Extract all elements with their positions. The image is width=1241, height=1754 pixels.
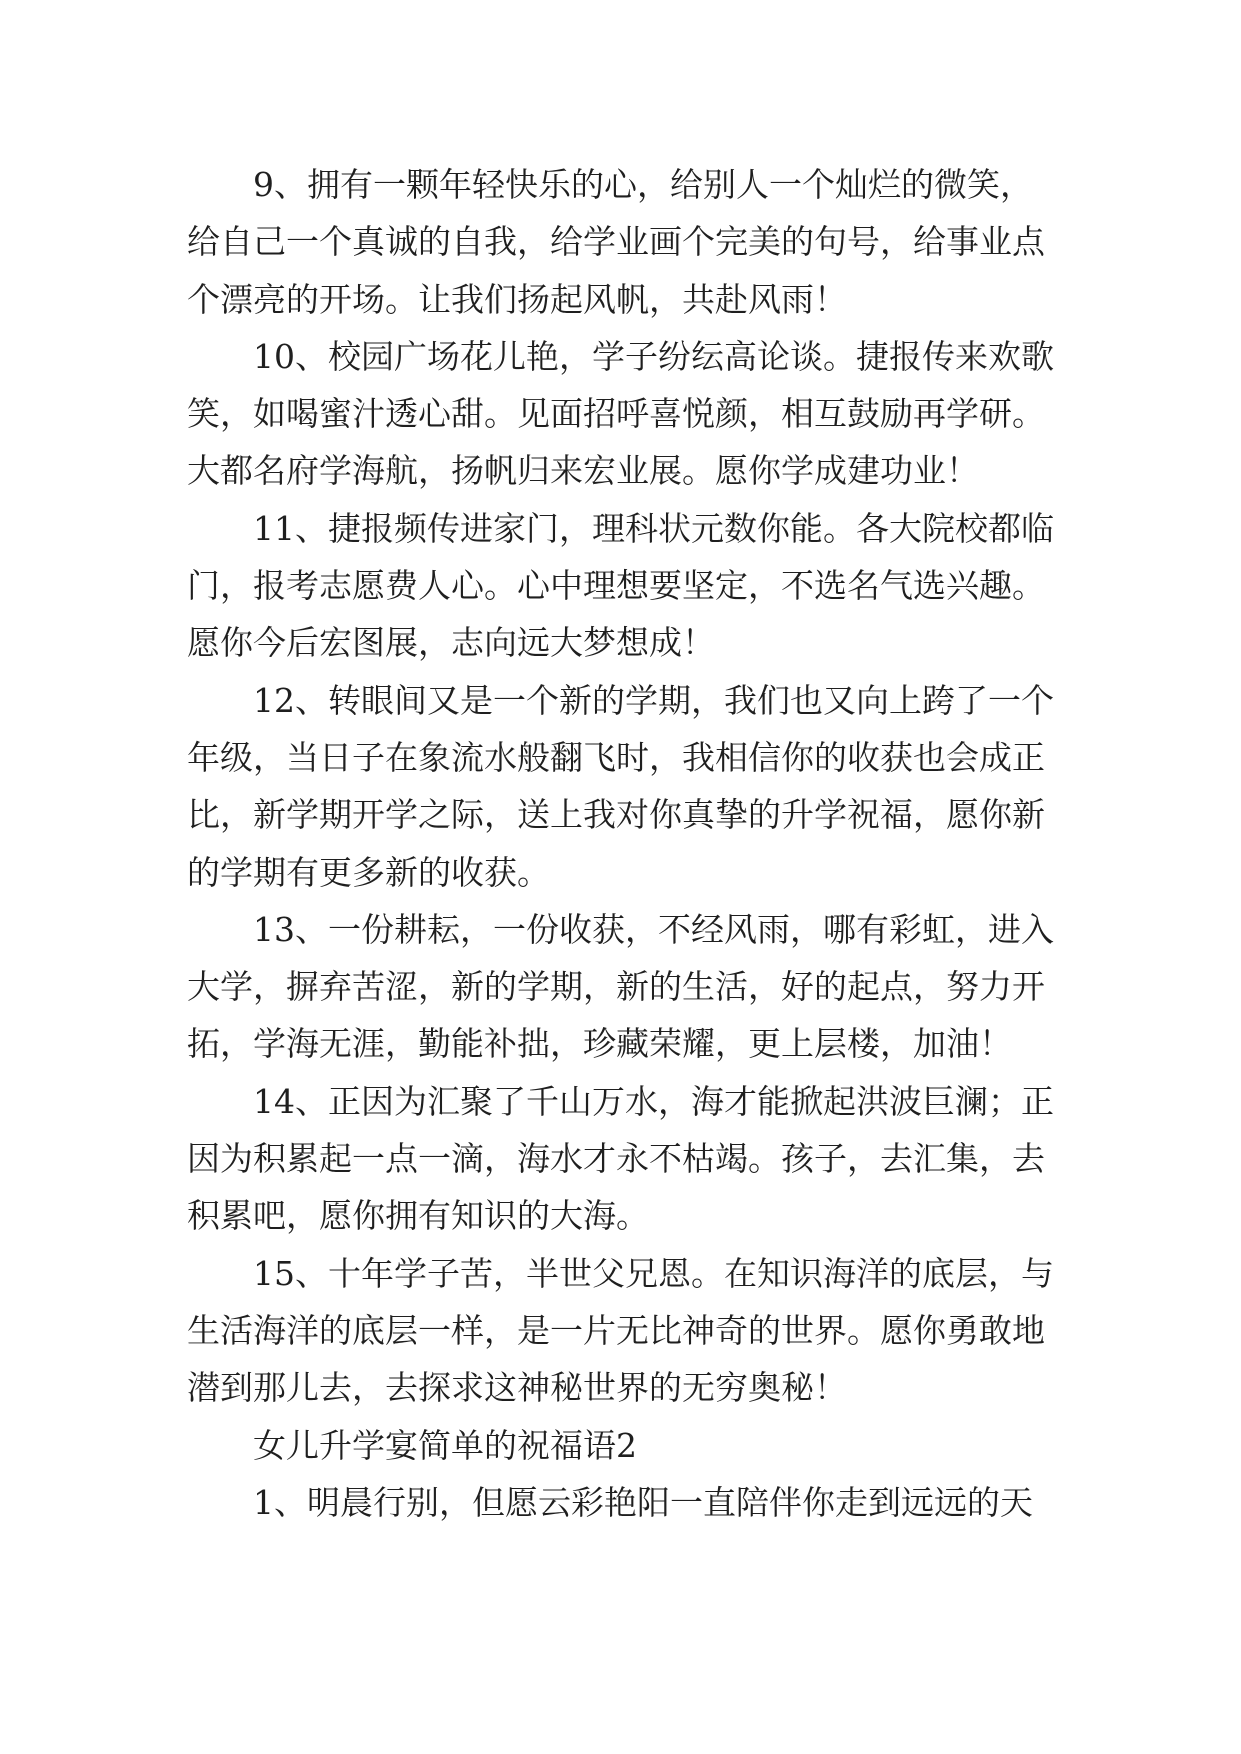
paragraph-item-14 [187, 1073, 1057, 1245]
paragraph-item-10 [187, 328, 1057, 500]
paragraph-line: 因为积累起一点一滴，海水才永不枯竭。孩子，去汇集，去 [187, 1139, 1045, 1179]
paragraph-line: 15、十年学子苦，半世父兄恩。在知识海洋的底层，与 [253, 1253, 1054, 1293]
paragraph-line: 12、转眼间又是一个新的学期，我们也又向上跨了一个 [253, 680, 1054, 720]
paragraph-line: 个漂亮的开场。让我们扬起风帆，共赴风雨！ [187, 279, 847, 319]
paragraph-line: 的学期有更多新的收获。 [187, 852, 550, 892]
paragraph-line: 拓，学海无涯，勤能补拙，珍藏荣耀，更上层楼，加油！ [187, 1024, 1012, 1064]
paragraph-item-15 [187, 1245, 1057, 1417]
section-heading-text: 女儿升学宴简单的祝福语2 [253, 1425, 637, 1465]
paragraph-item-9 [187, 156, 1057, 328]
paragraph-line: 生活海洋的底层一样，是一片无比神奇的世界。愿你勇敢地 [187, 1310, 1045, 1350]
paragraph-line: 比，新学期开学之际，送上我对你真挚的升学祝福，愿你新 [187, 795, 1045, 835]
document-body [187, 156, 1057, 1531]
paragraph-line: 笑，如喝蜜汁透心甜。见面招呼喜悦颜，相互鼓励再学研。 [187, 394, 1045, 434]
paragraph-line: 年级，当日子在象流水般翻飞时，我相信你的收获也会成正 [187, 737, 1045, 777]
section-heading [187, 1417, 1057, 1474]
paragraph-line: 11、捷报频传进家门，理科状元数你能。各大院校都临 [253, 508, 1054, 548]
paragraph-item-11 [187, 500, 1057, 672]
paragraph-line: 愿你今后宏图展，志向远大梦想成！ [187, 623, 715, 663]
paragraph-line: 10、校园广场花儿艳，学子纷纭高论谈。捷报传来欢歌 [253, 336, 1054, 376]
paragraph-line: 大都名府学海航，扬帆归来宏业展。愿你学成建功业！ [187, 451, 979, 491]
paragraph-item-12 [187, 672, 1057, 901]
paragraph-line: 门，报考志愿费人心。心中理想要坚定，不选名气选兴趣。 [187, 566, 1045, 606]
paragraph-line: 1、明晨行别，但愿云彩艳阳一直陪伴你走到远远的天 [253, 1482, 1033, 1522]
paragraph-line: 13、一份耕耘，一份收获，不经风雨，哪有彩虹，进入 [253, 909, 1054, 949]
paragraph-item-13 [187, 901, 1057, 1073]
paragraph-line: 潜到那儿去，去探求这神秘世界的无穷奥秘！ [187, 1368, 847, 1408]
paragraph-line: 积累吧，愿你拥有知识的大海。 [187, 1196, 649, 1236]
paragraph-line: 大学，摒弃苦涩，新的学期，新的生活，好的起点，努力开 [187, 967, 1045, 1007]
paragraph-item-1 [187, 1474, 1057, 1531]
paragraph-line: 9、拥有一颗年轻快乐的心，给别人一个灿烂的微笑， [253, 165, 1033, 204]
paragraph-line: 14、正因为汇聚了千山万水，海才能掀起洪波巨澜；正 [253, 1081, 1054, 1121]
paragraph-line: 给自己一个真诚的自我，给学业画个完美的句号，给事业点 [187, 222, 1045, 262]
